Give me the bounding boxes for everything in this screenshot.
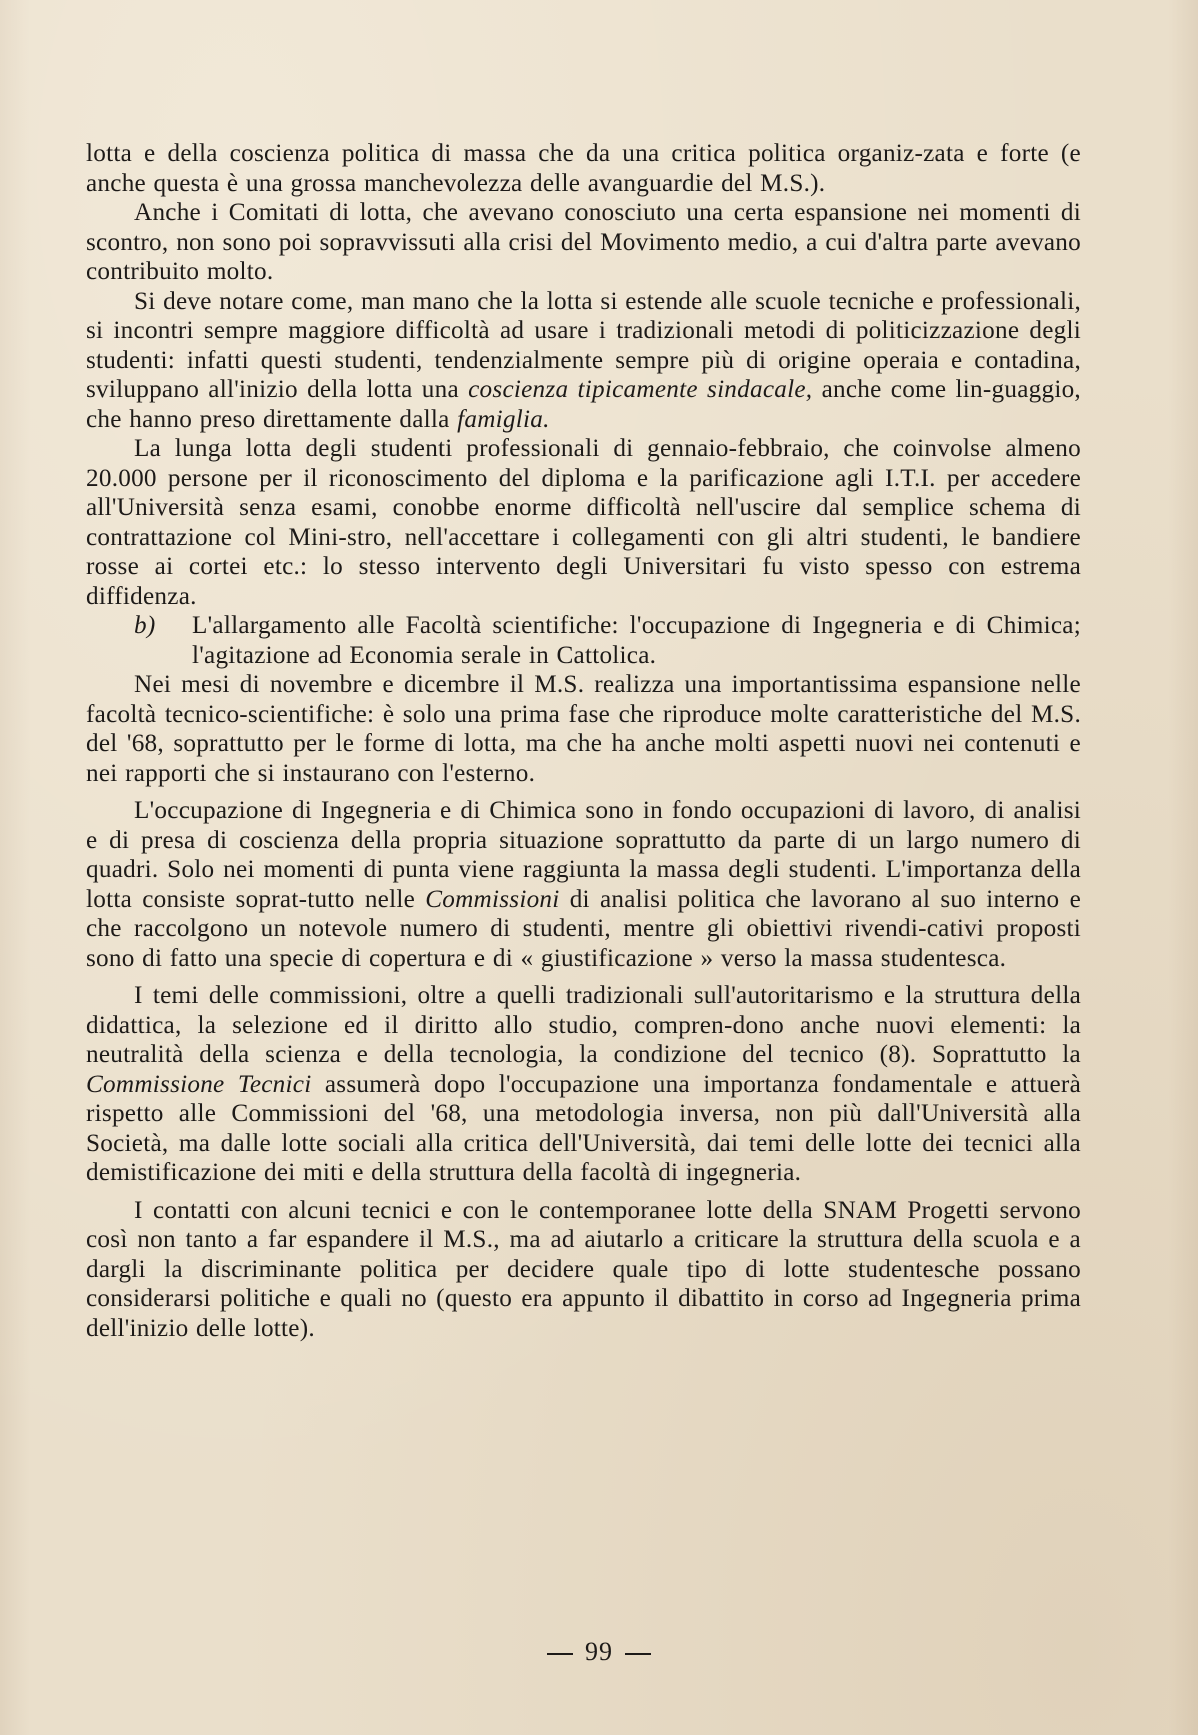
italic-run: Commissione Tecnici	[86, 1070, 312, 1098]
list-item-b	[86, 611, 1081, 670]
list-marker: b)	[134, 612, 156, 639]
paragraph-studenti-professionali	[86, 434, 1081, 611]
text-run: Si deve notare come, man mano che la lotta si estende alle scuole tecniche e professionali, si incontri sempre maggiore difficoltà ad usare i tradizionali metodi di politicizzazione degli studenti: infatti questi studenti, tendenzialmente sempre più di origine operaia e contadina, sviluppano all'inizio della lotta una	[86, 287, 1081, 403]
italic-run: Commissioni	[425, 885, 560, 913]
folio-dash-right	[625, 1653, 651, 1655]
text-run: di analisi politica che lavorano al suo interno e che raccolgono un notevole numero di studenti, mentre gli obiettivi rivendi-cativi proposti sono di fatto una specie di copertura e di « giustificazione » verso la massa studentesca.	[86, 885, 1081, 972]
text-run: La lunga lotta degli studenti professionali di gennaio-febbraio, che coinvolse almeno 20.000 persone per il riconoscimento del diploma e la parificazione agli I.T.I. per accedere all'Università senza esami, conobbe enorme difficoltà nell'uscire dal semplice schema di contrattazione col Mini-stro, nell'accettare i collegamenti con gli altri studenti, le bandiere rosse ai cortei etc.: lo stesso intervento degli Universitari fu visto spesso con estrema diffidenza.	[86, 435, 1081, 610]
text-run: Anche i Comitati di lotta, che avevano conosciuto una certa espansione nei momenti di scontro, non sono poi sopravvissuti alla crisi del Movimento medio, a cui d'altra parte avevano contribuito molto.	[86, 199, 1081, 285]
paragraph-contatti-tecnici	[86, 1196, 1081, 1344]
text-run: anche come lin-guaggio, che hanno preso direttamente dalla	[86, 376, 1081, 433]
text-run: I contatti con alcuni tecnici e con le contemporanee lotte della SNAM Progetti servono così non tanto a far espandere il M.S., ma ad aiutarlo a criticare la struttura della scuola e a dargli la discriminante politica per decidere quale tipo di lotte studentesche possano considerarsi politiche e quali no (questo era appunto il dibattito in corso ad Ingegneria prima dell'inizio delle lotte).	[86, 1196, 1081, 1342]
paragraph-comitati	[86, 198, 1081, 287]
folio-dash-left	[547, 1653, 573, 1655]
body-text	[86, 139, 1081, 1343]
italic-run: famiglia.	[457, 405, 550, 433]
text-run: L'occupazione di Ingegneria e di Chimica sono in fondo occupazioni di lavoro, di analisi e di presa di coscienza della propria situazione soprattutto da parte di un largo numero di quadri. Solo nei momenti di punta viene raggiunta la massa degli studenti. L'importanza della lotta consiste soprat-tutto nelle	[86, 797, 1081, 913]
paragraph-novembre-dicembre	[86, 670, 1081, 788]
list-item-text: L'allargamento alle Facoltà scientifiche: l'occupazione di Ingegneria e di Chimica; l'agitazione ad Economia serale in Cattolica.	[192, 612, 1081, 669]
paragraph-continuation	[86, 139, 1081, 198]
paragraph-scuole-tecniche	[86, 287, 1081, 435]
page-number	[0, 1637, 1198, 1667]
text-run: lotta e della coscienza politica di massa che da una critica politica organiz-zata e forte (e anche questa è una grossa manchevolezza delle avanguardie del M.S.).	[86, 140, 1081, 197]
paragraph-temi-commissioni	[86, 981, 1081, 1188]
page-number-value: 99	[585, 1637, 613, 1666]
text-run: I temi delle commissioni, oltre a quelli tradizionali sull'autoritarismo e la struttura della didattica, la selezione ed il diritto allo studio, compren-dono anche nuovi elementi: la neutralità della scienza e della tecnologia, la condizione del tecnico (8). Soprattutto la	[86, 982, 1081, 1068]
paragraph-occupazione	[86, 796, 1081, 973]
text-run: Nei mesi di novembre e dicembre il M.S. realizza una importantissima espansione nelle facoltà tecnico-scientifiche: è solo una prima fase che riproduce molte caratteristiche del M.S. del '68, soprattutto per le forme di lotta, ma che ha anche molti aspetti nuovi nei contenuti e nei rapporti che si instaurano con l'esterno.	[86, 671, 1081, 787]
text-run: assumerà dopo l'occupazione una importanza fondamentale e attuerà rispetto alle Commissioni del '68, una metodologia inversa, non più dall'Università alla Società, ma dalle lotte sociali alla critica dell'Università, dai temi delle lotte dei tecnici alla demistificazione dei miti e della struttura della facoltà di ingegneria.	[86, 1070, 1081, 1186]
italic-run: coscienza tipicamente sindacale,	[468, 376, 813, 403]
